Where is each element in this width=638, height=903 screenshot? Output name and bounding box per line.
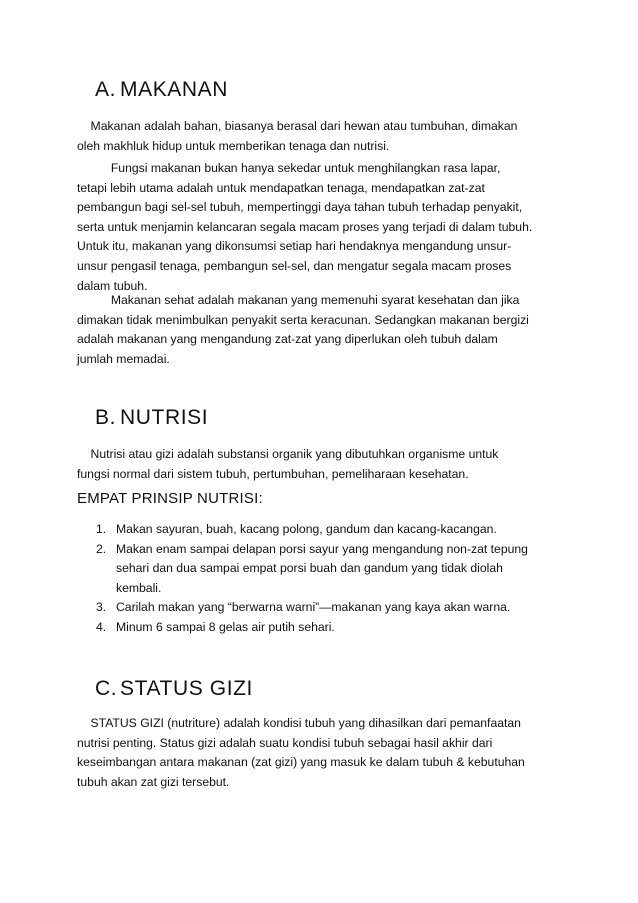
paragraph-line: Untuk itu, makanan yang dikonsumsi setiap hari hendaknya mengandung unsur- — [77, 239, 512, 254]
paragraph-line: unsur pengasil tenaga, pembangun sel-sel, dan mengatur segala macam proses — [77, 258, 512, 273]
paragraph-line: dalam tubuh. — [77, 278, 148, 293]
nutrition-principles-list — [96, 520, 576, 638]
list-item-text: kembali. — [116, 580, 162, 595]
paragraph-line: adalah makanan yang mengandung zat-zat yang diperlukan oleh tubuh dalam — [77, 332, 498, 347]
paragraph-line: fungsi normal dari sistem tubuh, pertumbuhan, pemeliharaan kesehatan. — [77, 466, 469, 481]
list-item-text: Makan enam sampai delapan porsi sayur yang mengandung non-zat tepung — [116, 541, 528, 556]
list-item — [96, 598, 576, 618]
paragraph-nutrisi-definition — [77, 445, 572, 484]
paragraph-line: Makanan adalah bahan, biasanya berasal dari hewan atau tumbuhan, dimakan — [77, 119, 518, 133]
list-item-text: Makan sayuran, buah, kacang polong, gandum dan kacang-kacangan. — [116, 522, 497, 536]
paragraph-makanan-sehat — [77, 291, 572, 369]
list-item-number: 2. — [96, 541, 107, 556]
heading-letter: B. — [95, 406, 117, 429]
heading-nutrisi — [95, 406, 208, 430]
subheading-empat-prinsip: EMPAT PRINSIP NUTRISI: — [77, 490, 263, 507]
heading-makanan — [95, 78, 228, 102]
paragraph-line: Nutrisi atau gizi adalah substansi organik yang dibutuhkan organisme untuk — [77, 447, 499, 461]
paragraph-line: tetapi lebih utama adalah untuk mendapatkan tenaga, mendapatkan zat-zat — [77, 180, 485, 195]
heading-letter: C. — [95, 677, 118, 700]
list-item — [96, 618, 576, 638]
paragraph-fungsi-makanan — [77, 159, 572, 296]
paragraph-line: Fungsi makanan bukan hanya sekedar untuk menghilangkan rasa lapar, — [77, 161, 501, 175]
list-item-number: 4. — [96, 619, 107, 634]
heading-status-gizi — [95, 677, 253, 701]
paragraph-status-gizi — [77, 714, 572, 792]
paragraph-line: oleh makhluk hidup untuk memberikan tenaga dan nutrisi. — [77, 138, 390, 153]
paragraph-line: nutrisi penting. Status gizi adalah suatu kondisi tubuh sebagai hasil akhir dari — [77, 735, 493, 750]
paragraph-line: pembangun bagi sel-sel tubuh, mempertinggi daya tahan tubuh terhadap penyakit, — [77, 200, 523, 215]
heading-title: NUTRISI — [120, 406, 209, 429]
list-item-number: 1. — [96, 522, 107, 536]
list-item-text: Minum 6 sampai 8 gelas air putih sehari. — [116, 619, 335, 634]
paragraph-line: serta untuk menjamin kelancaran segala macam proses yang terjadi di dalam tubuh. — [77, 219, 533, 234]
heading-title: STATUS GIZI — [120, 677, 253, 700]
paragraph-makanan-definition — [77, 117, 572, 156]
list-item-text: Carilah makan yang “berwarna warni”—makanan yang kaya akan warna. — [116, 600, 511, 615]
paragraph-line: dimakan tidak menimbulkan penyakit serta keracunan. Sedangkan makanan bergizi — [77, 312, 529, 327]
list-item-text: sehari dan dua sampai empat porsi buah dan gandum yang tidak diolah — [116, 561, 503, 576]
list-item — [96, 540, 576, 599]
list-item-number: 3. — [96, 600, 107, 615]
paragraph-line: Makanan sehat adalah makanan yang memenuhi syarat kesehatan dan jika — [77, 293, 520, 307]
paragraph-line: STATUS GIZI (nutriture) adalah kondisi tubuh yang dihasilkan dari pemanfaatan — [77, 716, 521, 730]
heading-title: MAKANAN — [120, 78, 229, 101]
paragraph-line: keseimbangan antara makanan (zat gizi) yang masuk ke dalam tubuh & kebutuhan — [77, 755, 525, 770]
paragraph-line: jumlah memadai. — [77, 351, 170, 366]
heading-letter: A. — [95, 78, 117, 101]
paragraph-line: tubuh akan zat gizi tersebut. — [77, 774, 230, 789]
list-item — [96, 520, 576, 540]
